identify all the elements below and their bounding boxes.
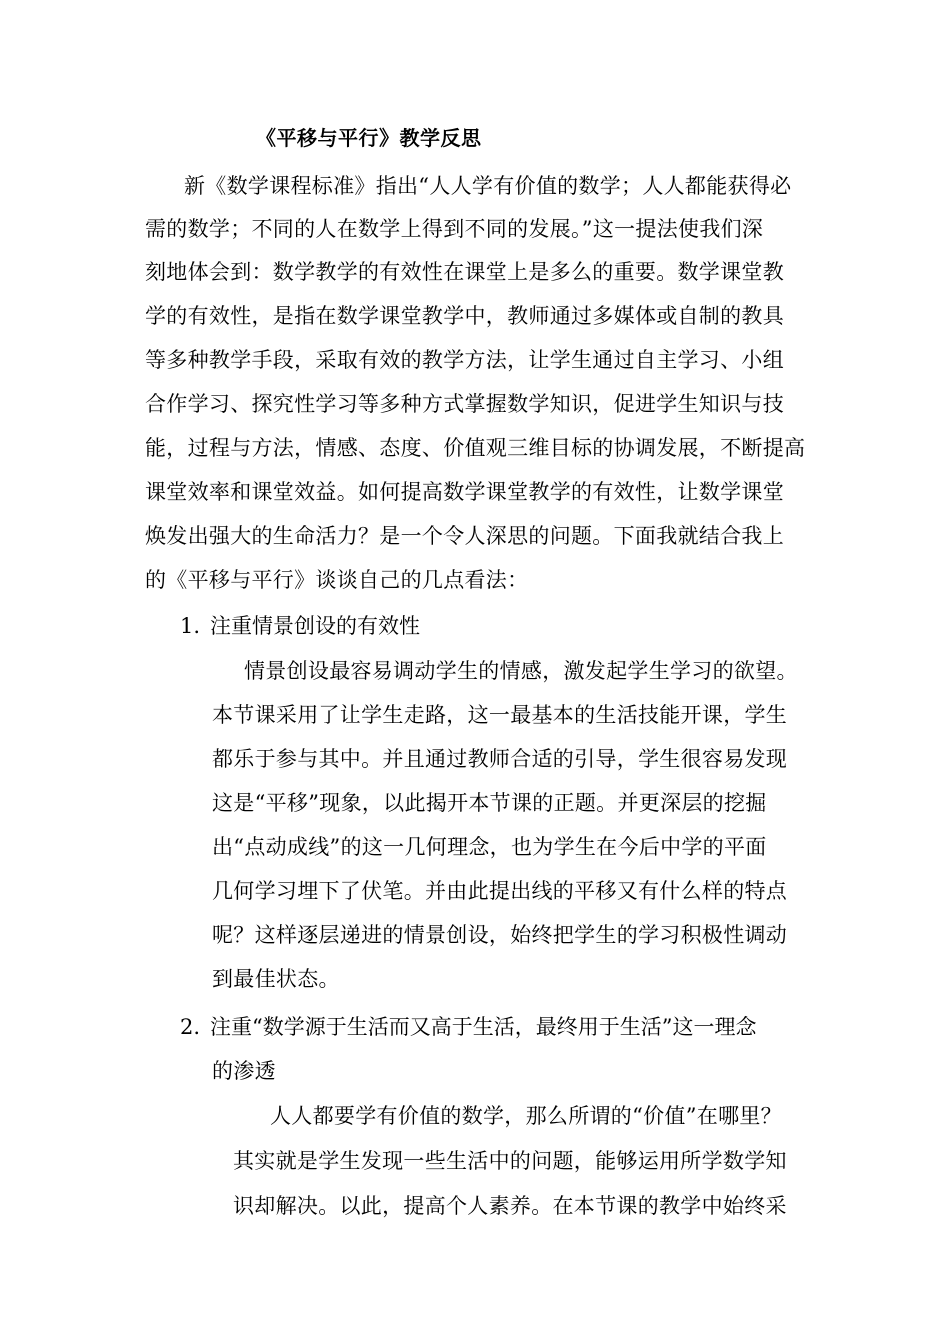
text-line: 等多种教学手段，采取有效的教学方法，让学生通过自主学习、小组: [145, 348, 784, 372]
text-line: 新《数学课程标准》指出“人人学有价值的数学；人人都能获得必: [184, 174, 792, 198]
text-line: 需的数学；不同的人在数学上得到不同的发展。”这一提法使我们深: [145, 217, 764, 241]
text-line: 呢？这样逐层递进的情景创设，始终把学生的学习积极性调动: [212, 923, 788, 947]
list-item-heading-2: [180, 1011, 756, 1041]
list-heading-text: 注重“数学源于生活而又高于生活，最终用于生活”这一理念: [210, 1015, 757, 1039]
text-line: 其实就是学生发现一些生活中的问题，能够运用所学数学知: [233, 1149, 787, 1173]
text-line: 学的有效性，是指在数学课堂教学中，教师通过多媒体或自制的教具: [145, 304, 784, 328]
list-item-heading-1: [180, 610, 420, 640]
text-line: 课堂效率和课堂效益。如何提高数学课堂教学的有效性，让数学课堂: [145, 480, 784, 504]
list-number: 1.: [180, 614, 201, 638]
list-heading-text: 注重情景创设的有效性: [210, 614, 420, 638]
text-line: 人人都要学有价值的数学，那么所谓的“价值”在哪里？: [270, 1104, 782, 1128]
text-line: 识却解决。以此，提高个人素养。在本节课的教学中始终采: [233, 1194, 787, 1218]
text-line: 的《平移与平行》谈谈自己的几点看法：: [145, 568, 529, 592]
document-title: 《平移与平行》教学反思: [256, 126, 482, 150]
text-line: 都乐于参与其中。并且通过教师合适的引导，学生很容易发现: [212, 747, 788, 771]
text-line: 这是“平移”现象，以此揭开本节课的正题。并更深层的挖掘: [212, 791, 767, 815]
text-line: 本节课采用了让学生走路，这一最基本的生活技能开课，学生: [212, 703, 788, 727]
text-line: 能，过程与方法，情感、态度、价值观三维目标的协调发展，不断提高: [145, 436, 806, 460]
text-line: 刻地体会到：数学教学的有效性在课堂上是多么的重要。数学课堂教: [145, 260, 784, 284]
text-line: 几何学习埋下了伏笔。并由此提出线的平移又有什么样的特点: [212, 879, 788, 903]
text-line: 焕发出强大的生命活力？是一个令人深思的问题。下面我就结合我上: [145, 524, 784, 548]
list-number: 2.: [180, 1015, 201, 1039]
text-line: 到最佳状态。: [212, 967, 340, 991]
text-line: 出“点动成线”的这一几何理念，也为学生在今后中学的平面: [212, 835, 767, 859]
text-line: 情景创设最容易调动学生的情感，激发起学生学习的欲望。: [244, 659, 798, 683]
text-line: 合作学习、探究性学习等多种方式掌握数学知识，促进学生知识与技: [145, 392, 784, 416]
list-heading-continuation: 的渗透: [212, 1059, 276, 1083]
